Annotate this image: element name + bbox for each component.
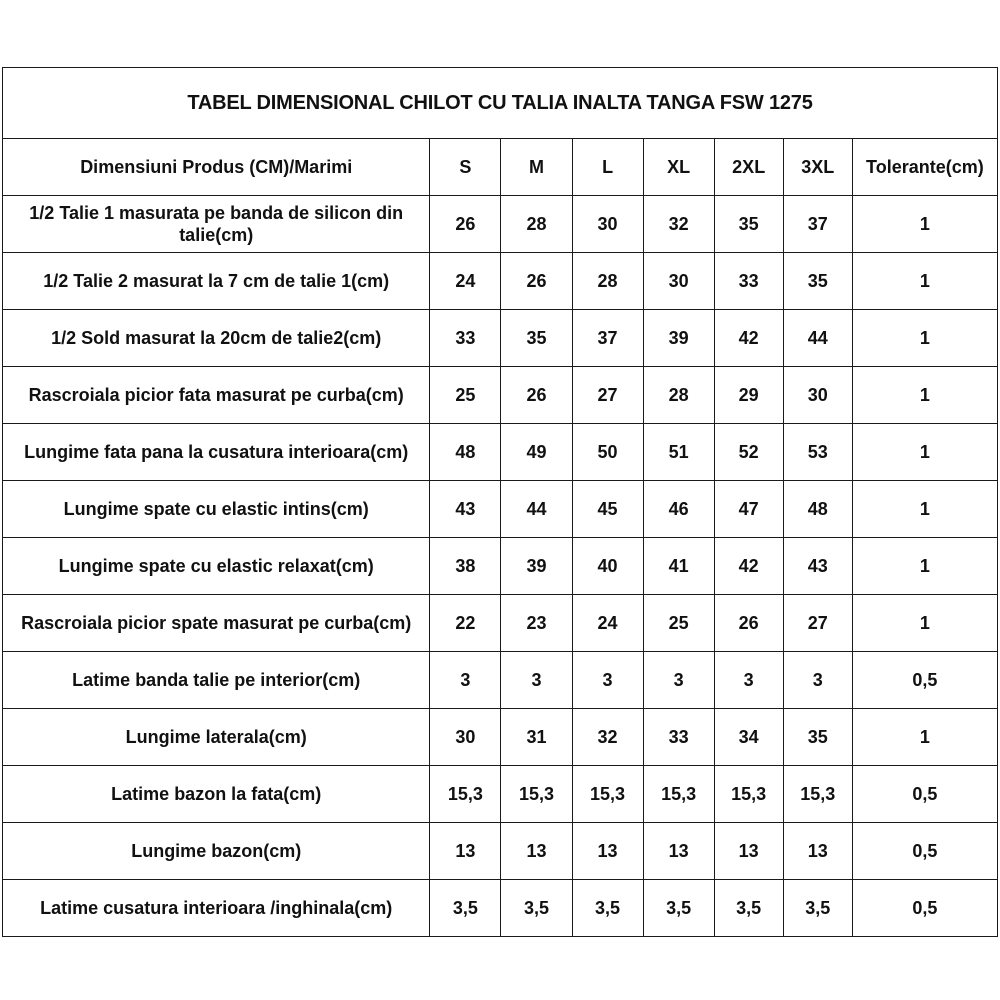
size-value-cell: 48 [430, 424, 501, 481]
size-value-cell: 32 [643, 196, 714, 253]
size-value-cell: 52 [714, 424, 783, 481]
size-value-cell: 30 [783, 367, 852, 424]
table-row [3, 424, 998, 481]
size-value-cell: 30 [643, 253, 714, 310]
size-value-cell: 38 [430, 538, 501, 595]
size-value-cell: 31 [501, 709, 572, 766]
size-value-cell: 34 [714, 709, 783, 766]
table-row [3, 253, 998, 310]
size-value-cell: 43 [783, 538, 852, 595]
size-value-cell: 44 [783, 310, 852, 367]
tolerance-cell: 1 [852, 424, 997, 481]
size-value-cell: 29 [714, 367, 783, 424]
size-value-cell: 39 [501, 538, 572, 595]
size-value-cell: 13 [572, 823, 643, 880]
size-value-cell: 51 [643, 424, 714, 481]
row-label: Lungime laterala(cm) [3, 709, 430, 766]
size-value-cell: 3,5 [430, 880, 501, 937]
size-value-cell: 39 [643, 310, 714, 367]
size-value-cell: 3,5 [643, 880, 714, 937]
size-value-cell: 23 [501, 595, 572, 652]
tolerance-cell: 1 [852, 595, 997, 652]
tolerance-cell: 1 [852, 481, 997, 538]
size-value-cell: 26 [430, 196, 501, 253]
row-label: Lungime bazon(cm) [3, 823, 430, 880]
size-value-cell: 48 [783, 481, 852, 538]
size-value-cell: 3 [572, 652, 643, 709]
table-row [3, 709, 998, 766]
column-header-tolerance: Tolerante(cm) [852, 139, 997, 196]
size-value-cell: 13 [430, 823, 501, 880]
size-value-cell: 30 [430, 709, 501, 766]
size-value-cell: 42 [714, 310, 783, 367]
size-value-cell: 35 [783, 253, 852, 310]
column-header-2xl: 2XL [714, 139, 783, 196]
size-value-cell: 28 [643, 367, 714, 424]
size-value-cell: 30 [572, 196, 643, 253]
size-value-cell: 3,5 [501, 880, 572, 937]
size-value-cell: 24 [430, 253, 501, 310]
tolerance-cell: 0,5 [852, 823, 997, 880]
table-row [3, 652, 998, 709]
size-table [2, 67, 998, 937]
size-value-cell: 15,3 [643, 766, 714, 823]
header-row [3, 139, 998, 196]
size-value-cell: 3 [643, 652, 714, 709]
size-value-cell: 15,3 [783, 766, 852, 823]
tolerance-cell: 1 [852, 253, 997, 310]
size-value-cell: 26 [501, 253, 572, 310]
size-value-cell: 35 [501, 310, 572, 367]
size-value-cell: 13 [643, 823, 714, 880]
size-value-cell: 25 [430, 367, 501, 424]
table-row [3, 538, 998, 595]
table-row [3, 367, 998, 424]
size-value-cell: 15,3 [572, 766, 643, 823]
size-value-cell: 3 [430, 652, 501, 709]
size-value-cell: 3,5 [783, 880, 852, 937]
table-row [3, 766, 998, 823]
size-value-cell: 33 [714, 253, 783, 310]
size-value-cell: 3,5 [572, 880, 643, 937]
tolerance-cell: 0,5 [852, 652, 997, 709]
tolerance-cell: 1 [852, 310, 997, 367]
size-value-cell: 35 [714, 196, 783, 253]
size-value-cell: 44 [501, 481, 572, 538]
size-value-cell: 22 [430, 595, 501, 652]
row-label: Rascroiala picior spate masurat pe curba(cm) [3, 595, 430, 652]
column-header-s: S [430, 139, 501, 196]
row-label: 1/2 Talie 1 masurata pe banda de silicon din talie(cm) [3, 196, 430, 253]
size-value-cell: 26 [501, 367, 572, 424]
row-label: Latime bazon la fata(cm) [3, 766, 430, 823]
column-header-dimension: Dimensiuni Produs (CM)/Marimi [3, 139, 430, 196]
size-value-cell: 3 [501, 652, 572, 709]
column-header-l: L [572, 139, 643, 196]
size-value-cell: 43 [430, 481, 501, 538]
row-label: 1/2 Sold masurat la 20cm de talie2(cm) [3, 310, 430, 367]
table-row [3, 196, 998, 253]
size-value-cell: 35 [783, 709, 852, 766]
column-header-m: M [501, 139, 572, 196]
row-label: Latime cusatura interioara /inghinala(cm) [3, 880, 430, 937]
size-value-cell: 28 [501, 196, 572, 253]
size-value-cell: 45 [572, 481, 643, 538]
table-row [3, 481, 998, 538]
column-header-3xl: 3XL [783, 139, 852, 196]
table-title: TABEL DIMENSIONAL CHILOT CU TALIA INALTA TANGA FSW 1275 [3, 68, 998, 139]
table-body [3, 196, 998, 937]
size-value-cell: 13 [783, 823, 852, 880]
size-value-cell: 3,5 [714, 880, 783, 937]
table-row [3, 823, 998, 880]
tolerance-cell: 1 [852, 538, 997, 595]
size-value-cell: 32 [572, 709, 643, 766]
size-value-cell: 13 [714, 823, 783, 880]
row-label: Rascroiala picior fata masurat pe curba(cm) [3, 367, 430, 424]
row-label: Lungime fata pana la cusatura interioara(cm) [3, 424, 430, 481]
size-value-cell: 33 [430, 310, 501, 367]
size-value-cell: 3 [714, 652, 783, 709]
size-value-cell: 46 [643, 481, 714, 538]
row-label: Latime banda talie pe interior(cm) [3, 652, 430, 709]
row-label: Lungime spate cu elastic intins(cm) [3, 481, 430, 538]
table-row [3, 310, 998, 367]
size-value-cell: 15,3 [501, 766, 572, 823]
size-value-cell: 27 [572, 367, 643, 424]
size-value-cell: 3 [783, 652, 852, 709]
size-value-cell: 15,3 [430, 766, 501, 823]
size-value-cell: 42 [714, 538, 783, 595]
tolerance-cell: 0,5 [852, 880, 997, 937]
tolerance-cell: 1 [852, 196, 997, 253]
size-value-cell: 24 [572, 595, 643, 652]
size-value-cell: 50 [572, 424, 643, 481]
column-header-xl: XL [643, 139, 714, 196]
size-value-cell: 47 [714, 481, 783, 538]
size-value-cell: 28 [572, 253, 643, 310]
size-value-cell: 26 [714, 595, 783, 652]
size-chart [2, 67, 998, 933]
size-value-cell: 25 [643, 595, 714, 652]
size-value-cell: 41 [643, 538, 714, 595]
table-row [3, 595, 998, 652]
row-label: 1/2 Talie 2 masurat la 7 cm de talie 1(cm) [3, 253, 430, 310]
row-label: Lungime spate cu elastic relaxat(cm) [3, 538, 430, 595]
size-value-cell: 27 [783, 595, 852, 652]
size-value-cell: 13 [501, 823, 572, 880]
size-value-cell: 40 [572, 538, 643, 595]
size-value-cell: 15,3 [714, 766, 783, 823]
size-value-cell: 49 [501, 424, 572, 481]
size-value-cell: 33 [643, 709, 714, 766]
size-value-cell: 37 [783, 196, 852, 253]
size-value-cell: 37 [572, 310, 643, 367]
table-row [3, 880, 998, 937]
tolerance-cell: 0,5 [852, 766, 997, 823]
tolerance-cell: 1 [852, 709, 997, 766]
size-value-cell: 53 [783, 424, 852, 481]
tolerance-cell: 1 [852, 367, 997, 424]
